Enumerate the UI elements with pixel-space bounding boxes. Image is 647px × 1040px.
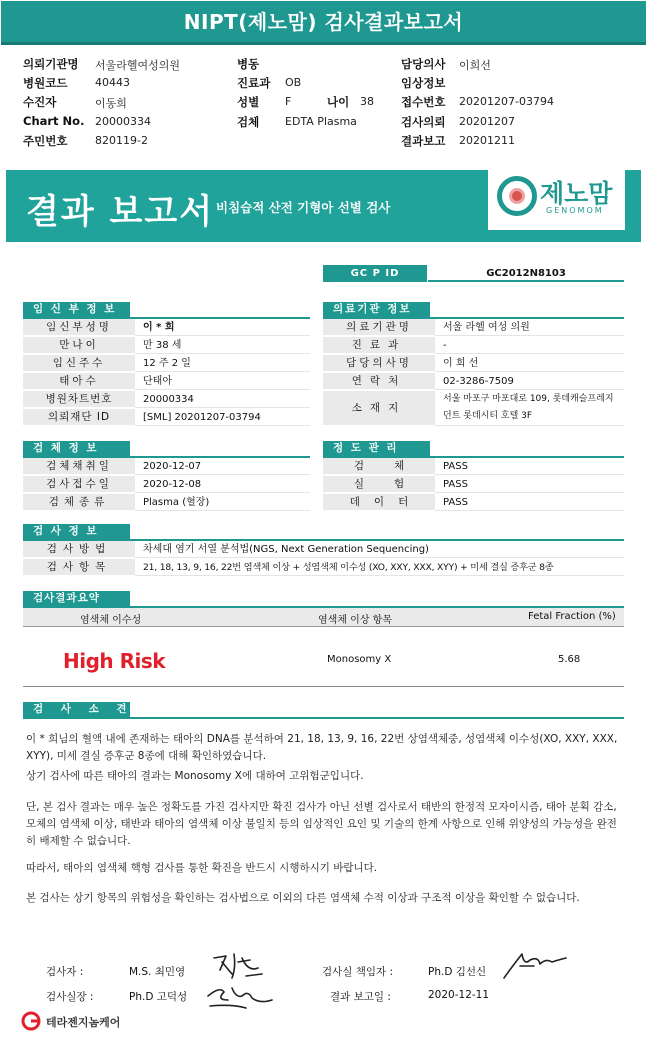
risk-result: High Risk (63, 649, 166, 673)
row-value: 서울 라헬 여성 의원 (435, 319, 624, 336)
row-value: [SML] 20201207-03794 (135, 409, 310, 426)
theragen-logo-icon (20, 1011, 44, 1031)
findings-paragraph: 이 * 희님의 혈액 내에 존재하는 태아의 DNA를 분석하여 21, 18, 13, 9, 16, 22번 상염색체중, 성염색체 이수성(XO, XXY, XXX, XYY), 미세 결실 증후군 8종에 대해 확인하였습니다. (26, 733, 618, 762)
row-value: 차세대 염기 서열 분석법(NGS, Next Generation Sequencing) (135, 541, 624, 558)
row-label: 임신주수 (23, 355, 135, 372)
row-label: 실험 (323, 476, 435, 493)
header-label: 병동 (237, 57, 260, 71)
section-institution-info: 의료기관 정보 (323, 302, 430, 317)
column-header: 염색체 이수성 (80, 615, 142, 626)
abnormal-item: Monosomy X (327, 654, 392, 665)
row-label: 소재지 (323, 391, 435, 426)
header-label: 임상정보 (401, 76, 446, 90)
header-label: 주민번호 (23, 134, 68, 148)
section-pregnant-info: 임 신 부 정 보 (23, 302, 130, 317)
header-label: 검사의뢰 (401, 115, 446, 129)
fetal-fraction: 5.68 (558, 654, 581, 665)
director-signature (202, 978, 276, 1012)
header-label: 나이 (327, 95, 350, 109)
header-label: 성별 (237, 95, 260, 109)
header-value: 20201207-03794 (459, 95, 554, 108)
header-label: 병원코드 (23, 76, 68, 90)
header-label: 의뢰기관명 (23, 57, 79, 71)
findings-paragraph: 따라서, 태아의 염색체 핵형 검사를 통한 확진을 반드시 시행하시기 바랍니다. (26, 862, 378, 874)
column-header: 염색체 이상 항목 (318, 615, 392, 626)
header-value: 20201211 (459, 134, 515, 147)
row-label: 검사방법 (23, 541, 135, 558)
section-test-info: 검 사 정 보 (23, 524, 130, 539)
address-line: 서울 마포구 마포대로 109, 롯데캐슬프레지 (443, 394, 614, 404)
banner-title: 결과 보고서 (26, 192, 215, 232)
header-value: F (285, 95, 292, 108)
chief-name: Ph.D 김선신 (428, 966, 487, 978)
findings-paragraph: 단, 본 검사 결과는 매우 높은 정확도를 가진 검사지만 확진 검사가 아닌 선별 검사로서 태반의 한정적 모자이시즘, 태아 분획 감소, 모체의 염색체 이상, 태반과 태아의 염색체 이상 불일치 등의 임상적인 요인 및 기술의 한계 사항으로 인해 위양성의 가능성을 완전히 배제할 수 없습니다. (26, 801, 617, 847)
header-label: 진료과 (237, 76, 271, 90)
chief-signature (500, 946, 572, 982)
row-label: 검사접수일 (23, 476, 135, 493)
row-label: 임신부성명 (23, 319, 135, 336)
row-label: 진료과 (323, 337, 435, 354)
row-value: 20000334 (135, 391, 310, 408)
row-value: 단태아 (135, 373, 310, 390)
gcp-id-label: GC P ID (323, 265, 427, 282)
header-value: 이동희 (95, 97, 127, 110)
row-label: 태아수 (23, 373, 135, 390)
row-value: 21, 18, 13, 9, 16, 22번 염색체 이상 + 성염색체 이수성 (XO, XXY, XXX, XYY) + 미세 결실 증후군 8종 (135, 559, 624, 576)
summary-bottom-rule (23, 686, 624, 687)
report-date-label: 결과 보고일 : (330, 991, 391, 1003)
header-value: 서울라헬여성의원 (95, 59, 181, 72)
findings-paragraph: 본 검사는 상기 항목의 위험성을 확인하는 검사법으로 이외의 다른 염색체 수적 이상과 구조적 이상을 확인할 수 없습니다. (26, 892, 580, 904)
director-label: 검사실장 : (46, 991, 94, 1003)
row-label: 검체 (323, 458, 435, 475)
header-value: 20201207 (459, 115, 515, 128)
row-value: Plasma (혈장) (135, 494, 310, 511)
header-value: 38 (360, 95, 374, 108)
row-value: - (435, 337, 624, 354)
header-value: 40443 (95, 76, 130, 89)
header-label: 검체 (237, 115, 260, 129)
section-qc: 정 도 관 리 (323, 441, 430, 456)
row-value: PASS (435, 494, 624, 511)
row-label: 병원차트번호 (23, 391, 135, 408)
report-title: NIPT(제노맘) 검사결과보고서 (1, 1, 646, 45)
row-value: 2020-12-07 (135, 458, 310, 475)
row-value: 이 * 희 (135, 319, 310, 336)
row-label: 담당의사명 (323, 355, 435, 372)
company-name: 테라젠지놈케어 (46, 1016, 121, 1029)
row-value: 12 주 2 일 (135, 355, 310, 372)
header-value: 20000334 (95, 115, 151, 128)
row-value: 만 38 세 (135, 337, 310, 354)
header-value: EDTA Plasma (285, 115, 357, 128)
row-label: 의뢰재단 ID (23, 409, 135, 426)
header-label: 결과보고 (401, 134, 446, 148)
gcp-id-value: GC2012N8103 (428, 265, 624, 282)
row-value: 02-3286-7509 (435, 373, 624, 390)
header-label: 담당의사 (401, 57, 446, 71)
section-summary: 검사결과요약 (23, 591, 130, 606)
logo-text: 제노맘 (540, 179, 613, 208)
row-value: PASS (435, 458, 624, 475)
header-label: Chart No. (23, 114, 85, 128)
logo-dot-icon (509, 188, 525, 204)
header-value: 820119-2 (95, 134, 148, 147)
row-label: 검사항목 (23, 559, 135, 576)
logo-subtext: GENOMOM (546, 206, 604, 215)
report-date-value: 2020-12-11 (428, 989, 490, 1001)
header-value: OB (285, 76, 302, 89)
row-label: 의료기관명 (323, 319, 435, 336)
row-label: 검체종류 (23, 494, 135, 511)
row-value: 2020-12-08 (135, 476, 310, 493)
director-name: Ph.D 고덕성 (129, 991, 188, 1003)
row-label: 검체채취일 (23, 458, 135, 475)
address-line: 던트 롯데시티 호텔 3F (435, 408, 624, 426)
section-specimen-info: 검 체 정 보 (23, 441, 130, 456)
tester-name: M.S. 최민영 (129, 966, 186, 978)
row-label: 연락처 (323, 373, 435, 390)
header-label: 접수번호 (401, 95, 446, 109)
section-findings: 검 사 소 견 (23, 702, 130, 717)
row-value: 이 희 선 (435, 355, 624, 372)
header-value: 이희선 (459, 59, 491, 72)
banner-subtitle: 비침습적 산전 기형아 선별 검사 (216, 200, 391, 215)
chief-label: 검사실 책임자 : (322, 966, 394, 978)
row-value: PASS (435, 476, 624, 493)
row-label: 데이터 (323, 494, 435, 511)
tester-label: 검사자 : (46, 966, 84, 978)
column-header: Fetal Fraction (%) (528, 611, 616, 622)
row-label: 만나이 (23, 337, 135, 354)
section-rule (23, 717, 624, 719)
header-label: 수진자 (23, 95, 57, 109)
findings-paragraph: 상기 검사에 따른 태아의 결과는 Monosomy X에 대하여 고위험군입니다. (26, 770, 364, 782)
